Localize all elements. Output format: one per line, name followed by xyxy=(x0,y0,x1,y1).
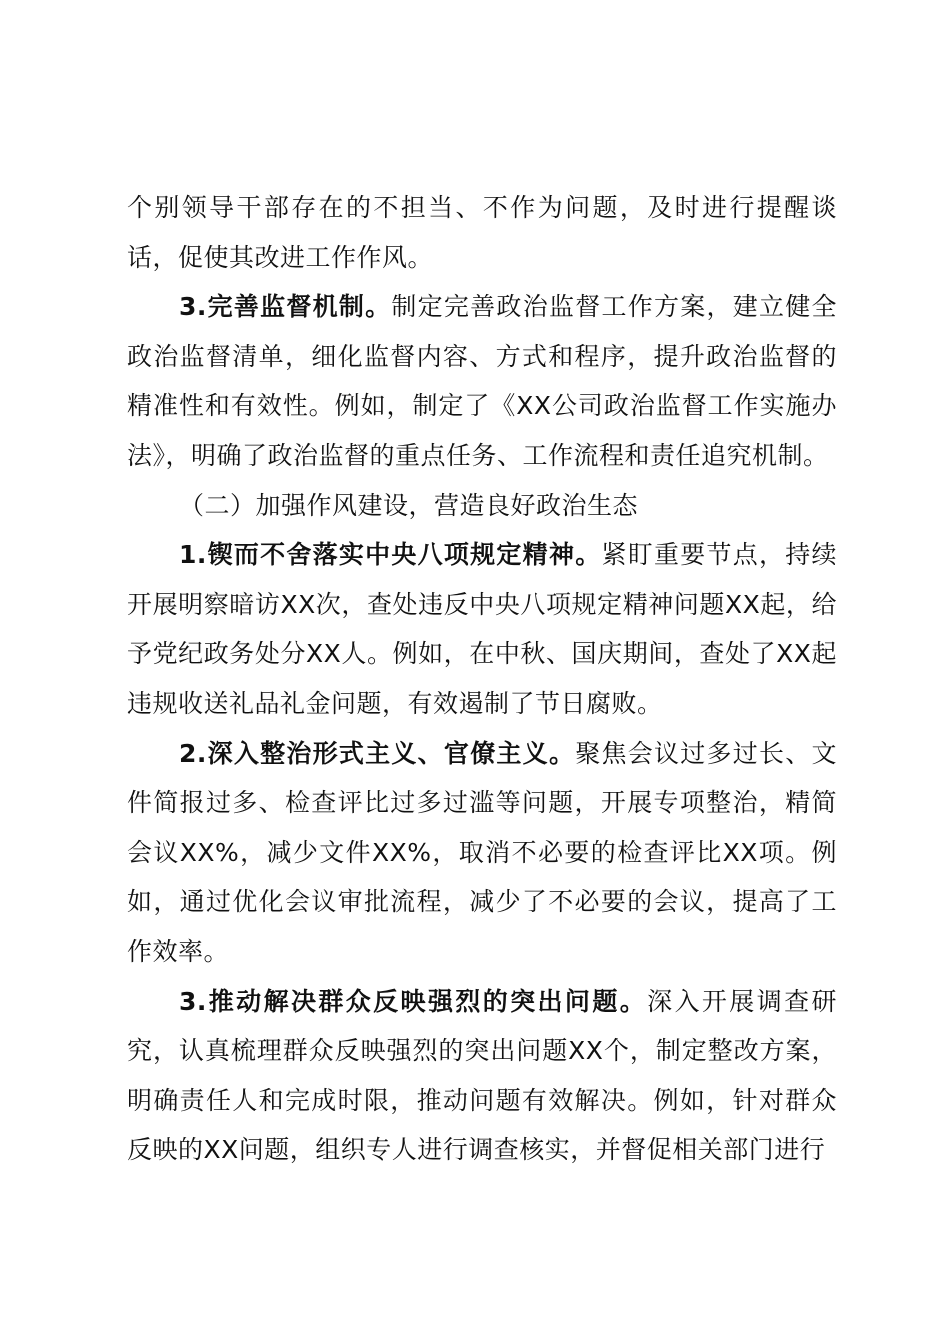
paragraph-lead: 1.锲而不舍落实中央八项规定精神。 xyxy=(179,540,602,570)
paragraph-text: 制定完善政治监督工作方案，建立健全政治监督清单，细化监督内容、方式和程序，提升政治监督的精准性和有效性。例如，制定了《XX公司政治监督工作实施办法》，明确了政治监督的重点任务、工作流程和责任追究机制。 xyxy=(127,292,837,470)
paragraph-formalism xyxy=(127,729,837,977)
document-body xyxy=(127,183,837,1175)
paragraph-improve-supervision xyxy=(127,282,837,480)
paragraph-text: 深入开展调查研究，认真梳理群众反映强烈的突出问题XX个，制定整改方案，明确责任人和完成时限，推动问题有效解决。例如，针对群众反映的XX问题，组织专人进行调查核实，并督促相关部门进行 xyxy=(127,986,837,1165)
paragraph-text: 聚焦会议过多过长、文件简报过多、检查评比过多过滥等问题，开展专项整治，精简会议XX%，减少文件XX%，取消不必要的检查评比XX项。例如，通过优化会议审批流程，减少了不必要的会议，提高了工作效率。 xyxy=(127,738,837,966)
paragraph-continuation xyxy=(127,183,837,282)
paragraph-lead: 3.完善监督机制。 xyxy=(179,292,392,322)
section-heading-text: （二）加强作风建设，营造良好政治生态 xyxy=(179,490,639,520)
paragraph-lead: 3.推动解决群众反映强烈的突出问题。 xyxy=(179,986,648,1016)
paragraph-text: 个别领导干部存在的不担当、不作为问题，及时进行提醒谈话，促使其改进工作作风。 xyxy=(127,193,837,272)
section-heading xyxy=(127,481,837,531)
paragraph-lead: 2.深入整治形式主义、官僚主义。 xyxy=(179,738,576,768)
paragraph-text: 紧盯重要节点，持续开展明察暗访XX次，查处违反中央八项规定精神问题XX起，给予党纪政务处分XX人。例如，在中秋、国庆期间，查处了XX起违规收送礼品礼金问题，有效遏制了节日腐败。 xyxy=(127,540,837,718)
paragraph-eight-rules xyxy=(127,530,837,728)
paragraph-public-issues xyxy=(127,977,837,1175)
